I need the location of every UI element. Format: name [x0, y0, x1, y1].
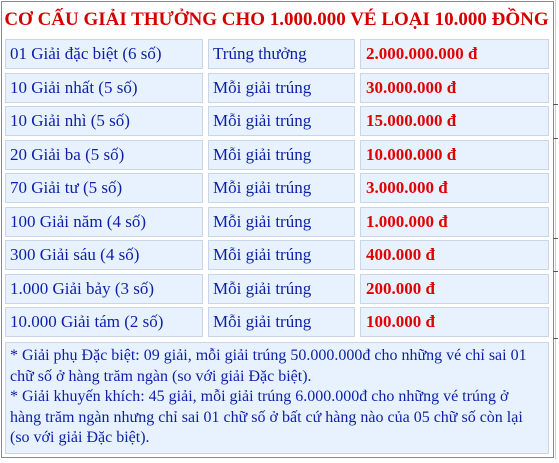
prize-condition-cell: Mỗi giải trúng — [208, 207, 355, 237]
table-title: CƠ CẤU GIẢI THƯỞNG CHO 1.000.000 VÉ LOẠI 10.000 ĐỒNG — [4, 9, 549, 30]
table-row — [5, 240, 549, 270]
prize-condition-cell: Mỗi giải trúng — [208, 106, 355, 136]
prize-amount-cell: 10.000.000 đ — [360, 140, 549, 170]
table-row — [5, 140, 549, 170]
prize-name-cell: 10 Giải nhì (5 số) — [5, 106, 203, 136]
edge-tick — [553, 271, 558, 272]
prize-name-cell: 1.000 Giải bảy (3 số) — [5, 274, 203, 304]
edge-tick — [553, 238, 558, 239]
prize-name-cell: 70 Giải tư (5 số) — [5, 173, 203, 203]
table-row — [5, 39, 549, 69]
prize-name-cell: 300 Giải sáu (4 số) — [5, 240, 203, 270]
prize-amount-cell: 2.000.000.000 đ — [360, 39, 549, 69]
prize-condition-cell: Mỗi giải trúng — [208, 173, 355, 203]
prize-amount-cell: 1.000.000 đ — [360, 207, 549, 237]
table-row — [5, 73, 549, 103]
prize-condition-cell: Mỗi giải trúng — [208, 307, 355, 337]
prize-amount-cell: 30.000.000 đ — [360, 73, 549, 103]
prize-name-cell: 10 Giải nhất (5 số) — [5, 73, 203, 103]
edge-tick — [553, 138, 558, 139]
prize-condition-cell: Mỗi giải trúng — [208, 240, 355, 270]
table-row — [5, 106, 549, 136]
prize-amount-cell: 15.000.000 đ — [360, 106, 549, 136]
prize-name-cell: 20 Giải ba (5 số) — [5, 140, 203, 170]
special-consolation-note: * Giải phụ Đặc biệt: 09 giải, mỗi giải trúng 50.000.000đ cho những vé chỉ sai 01 chữ số ở hàng trăm ngàn (so với giải Đặc biệt). — [10, 347, 527, 385]
prize-name-cell: 01 Giải đặc biệt (6 số) — [5, 39, 203, 69]
prize-amount-cell: 3.000.000 đ — [360, 173, 549, 203]
notes-cell — [5, 342, 549, 454]
encouragement-prize-note: * Giải khuyến khích: 45 giải, mỗi giải trúng 6.000.000đ cho những vé trúng ở hàng trăm ngàn nhưng chỉ sai 01 chữ số ở bất cứ hàng nào của 05 chữ số còn lại (so với giải Đặc biệt). — [10, 388, 523, 446]
prize-amount-cell: 100.000 đ — [360, 307, 549, 337]
prize-name-cell: 100 Giải năm (4 số) — [5, 207, 203, 237]
table-row — [5, 173, 549, 203]
edge-tick — [553, 104, 558, 105]
prize-condition-cell: Mỗi giải trúng — [208, 274, 355, 304]
window-edge — [555, 0, 556, 459]
prize-condition-cell: Mỗi giải trúng — [208, 140, 355, 170]
prize-name-cell: 10.000 Giải tám (2 số) — [5, 307, 203, 337]
table-row — [5, 207, 549, 237]
prize-amount-cell: 200.000 đ — [360, 274, 549, 304]
prize-condition-cell: Mỗi giải trúng — [208, 73, 355, 103]
edge-tick — [553, 338, 558, 339]
prize-condition-cell: Trúng thưởng — [208, 39, 355, 69]
prize-amount-cell: 400.000 đ — [360, 240, 549, 270]
table-row — [5, 274, 549, 304]
table-row — [5, 307, 549, 337]
